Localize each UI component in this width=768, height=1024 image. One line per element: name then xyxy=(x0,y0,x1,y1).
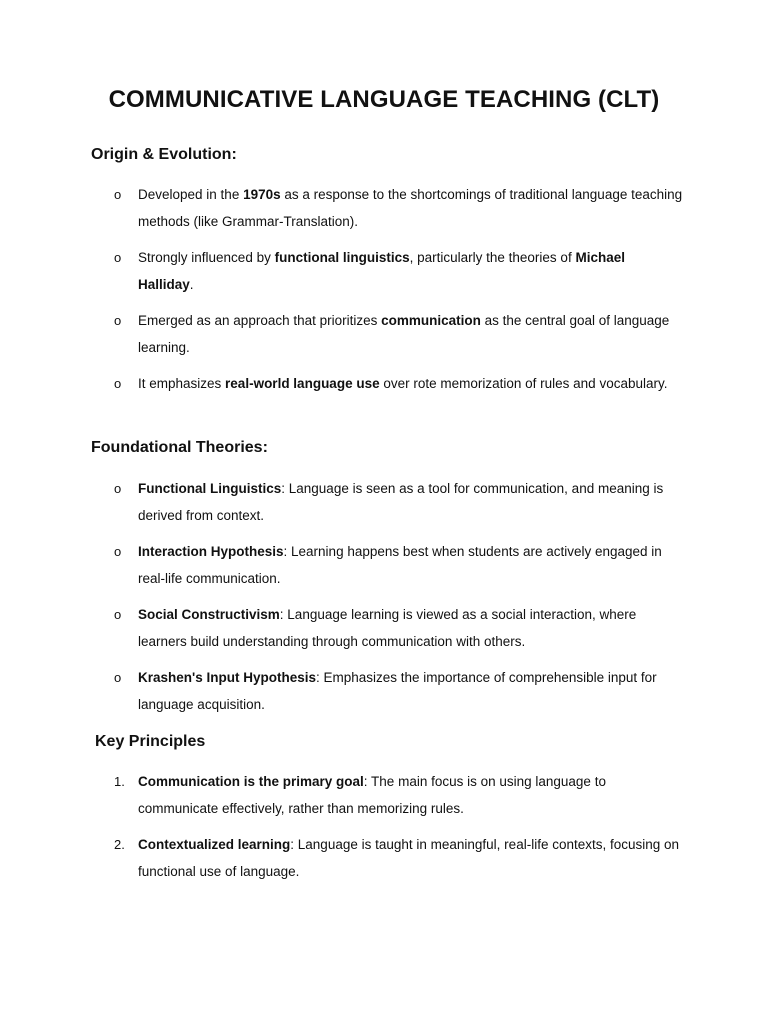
list-item xyxy=(0,307,768,361)
item-text: as the central goal of language learning. xyxy=(138,313,670,355)
bullet-marker: o xyxy=(114,313,122,328)
item-text: , particularly the theories of xyxy=(409,250,576,265)
heading-origin-evolution: Origin & Evolution: xyxy=(91,146,237,163)
item-text: : Emphasizes the importance of comprehensible input for language acquisition. xyxy=(138,670,657,712)
bullet-marker: o xyxy=(114,670,122,685)
item-term: Communication is the primary goal xyxy=(138,774,364,789)
item-text: : Language learning is viewed as a social interaction, where learners build understanding through communication with others. xyxy=(138,607,637,649)
heading-foundational-theories: Foundational Theories: xyxy=(91,439,268,456)
bullet-marker: o xyxy=(114,607,122,622)
list-item xyxy=(0,181,768,235)
item-text: : Language is seen as a tool for communication, and meaning is derived from context. xyxy=(138,481,664,523)
item-text: Strongly influenced by xyxy=(138,250,275,265)
list-item xyxy=(0,768,768,822)
item-term: Functional Linguistics xyxy=(138,481,282,496)
item-text: It emphasizes xyxy=(138,376,226,391)
number-marker: 2. xyxy=(114,837,125,852)
list-item xyxy=(0,831,768,885)
bullet-marker: o xyxy=(114,187,122,202)
bullet-marker: o xyxy=(114,544,122,559)
origin-list xyxy=(0,181,768,406)
item-text: . xyxy=(189,277,194,292)
item-emphasis: 1970s xyxy=(243,187,281,202)
item-term: Interaction Hypothesis xyxy=(138,544,284,559)
list-item xyxy=(0,475,768,529)
item-text: : Learning happens best when students are actively engaged in real-life communication. xyxy=(138,544,662,586)
document-title: COMMUNICATIVE LANGUAGE TEACHING (CLT) xyxy=(108,86,660,113)
item-emphasis: functional linguistics xyxy=(274,250,410,265)
theories-list xyxy=(0,475,768,727)
list-item xyxy=(0,370,768,397)
bullet-marker: o xyxy=(114,481,122,496)
list-item xyxy=(0,538,768,592)
item-text: as a response to the shortcomings of traditional language teaching methods (like Grammar-Translation). xyxy=(138,187,683,229)
item-term: Contextualized learning xyxy=(138,837,291,852)
item-term: Krashen's Input Hypothesis xyxy=(138,670,316,685)
list-item xyxy=(0,601,768,655)
item-emphasis: real-world language use xyxy=(225,376,380,391)
principles-list xyxy=(0,768,768,894)
item-text: Developed in the xyxy=(138,187,244,202)
list-item xyxy=(0,244,768,298)
bullet-marker: o xyxy=(114,376,122,391)
heading-key-principles: Key Principles xyxy=(95,733,206,750)
item-text: over rote memorization of rules and vocabulary. xyxy=(379,376,668,391)
item-emphasis: communication xyxy=(381,313,481,328)
list-item xyxy=(0,664,768,718)
item-text: Emerged as an approach that prioritizes xyxy=(138,313,382,328)
number-marker: 1. xyxy=(114,774,125,789)
item-emphasis: Michael Halliday xyxy=(138,250,625,292)
bullet-marker: o xyxy=(114,250,122,265)
item-text: : The main focus is on using language to communicate effectively, rather than memorizing rules. xyxy=(138,774,606,816)
item-term: Social Constructivism xyxy=(138,607,280,622)
item-text: : Language is taught in meaningful, real-life contexts, focusing on functional use of language. xyxy=(138,837,680,879)
